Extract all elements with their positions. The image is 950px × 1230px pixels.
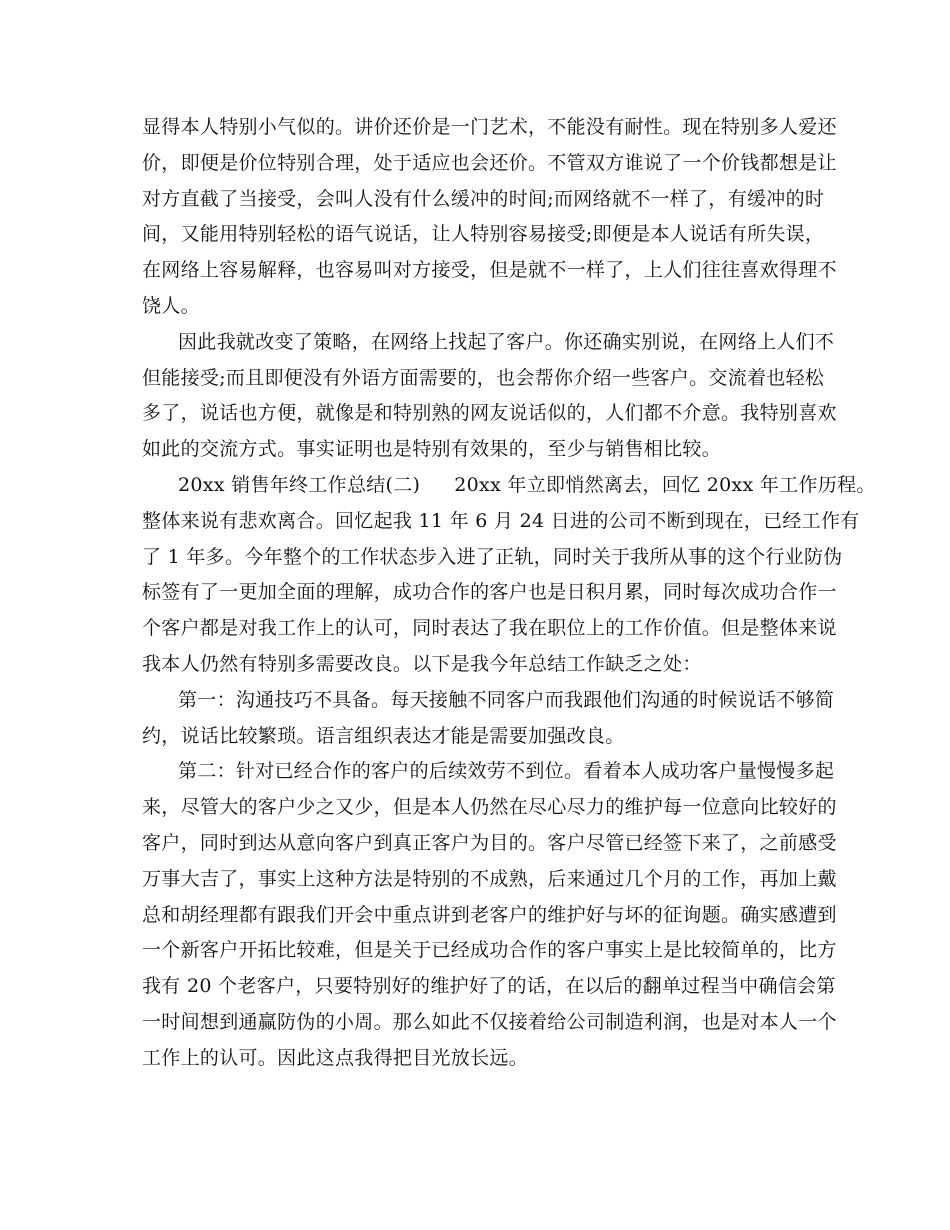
text-line: 总和胡经理都有跟我们开会中重点讲到老客户的维护好与坏的征询题。确实感遭到: [142, 903, 837, 926]
text-line: 但能接受;而且即便没有外语方面需要的，也会帮你介绍一些客户。交流着也轻松: [142, 366, 825, 389]
text-segment: 20xx 年立即悄然离去，回忆 20xx 年工作历程。: [454, 473, 876, 496]
text-line: 间，又能用特别轻松的语气说话，让人特别容易接受;即便是本人说话有所失误，: [142, 223, 825, 246]
text-line: 饶人。: [142, 294, 200, 317]
text-line: 因此我就改变了策略，在网络上找起了客户。你还确实别说，在网络上人们不: [178, 330, 835, 353]
text-line: 工作上的认可。因此这点我得把目光放长远。: [142, 1046, 529, 1069]
section-heading: 20xx 销售年终工作总结(二): [178, 473, 421, 496]
text-line: 我本人仍然有特别多需要改良。以下是我今年总结工作缺乏之处：: [142, 652, 702, 675]
text-line: 我有 20 个老客户，只要特别好的维护好了的话，在以后的翻单过程当中确信会第: [142, 975, 836, 998]
text-line: 标签有了一更加全面的理解，成功合作的客户也是日积月累，同时每次成功合作一: [142, 581, 837, 604]
text-line: 第二：针对已经合作的客户的后续效劳不到位。看着本人成功客户量慢慢多起: [178, 760, 835, 783]
text-line: 约，说话比较繁琐。语言组织表达才能是需要加强改良。: [142, 724, 625, 747]
text-line: 个客户都是对我工作上的认可，同时表达了我在职位上的工作价值。但是整体来说: [142, 617, 837, 640]
text-line: 多了，说话也方便，就像是和特别熟的网友说话似的，人们都不介意。我特别喜欢: [142, 402, 837, 425]
text-line: 一个新客户开拓比较难，但是关于已经成功合作的客户事实上是比较简单的，比方: [142, 939, 837, 962]
text-line: 客户，同时到达从意向客户到真正客户为目的。客户尽管已经签下来了，之前感受: [142, 831, 837, 854]
text-line: 万事大吉了，事实上这种方法是特别的不成熟，后来通过几个月的工作，再加上戴: [142, 867, 837, 890]
text-line: 一时间想到通赢防伪的小周。那么如此不仅接着给公司制造利润，也是对本人一个: [142, 1010, 837, 1033]
text-line: 价，即便是价位特别合理，处于适应也会还价。不管双方谁说了一个价钱都想是让: [142, 151, 837, 174]
text-line: 显得本人特别小气似的。讲价还价是一门艺术，不能没有耐性。现在特别多人爱还: [142, 116, 837, 138]
text-line: 整体来说有悲欢离合。回忆起我 11 年 6 月 24 日进的公司不断到现在，已经工作有: [142, 509, 860, 532]
text-line: 了 1 年多。今年整个的工作状态步入进了正轨，同时关于我所从事的这个行业防伪: [142, 545, 843, 568]
text-line: 在网络上容易解释，也容易叫对方接受，但是就不一样了，上人们往往喜欢得理不: [142, 259, 837, 282]
text-line: 第一：沟通技巧不具备。每天接触不同客户而我跟他们沟通的时候说话不够简: [178, 688, 835, 711]
document-body: [142, 110, 876, 1077]
section-heading-line: [142, 468, 876, 504]
text-line: 来，尽管大的客户少之又少，但是本人仍然在尽心尽力的维护每一位意向比较好的: [142, 796, 837, 819]
text-line: 对方直截了当接受，会叫人没有什么缓冲的时间;而网络就不一样了，有缓冲的时: [142, 187, 825, 210]
text-line: 如此的交流方式。事实证明也是特别有效果的，至少与销售相比较。: [142, 438, 722, 461]
